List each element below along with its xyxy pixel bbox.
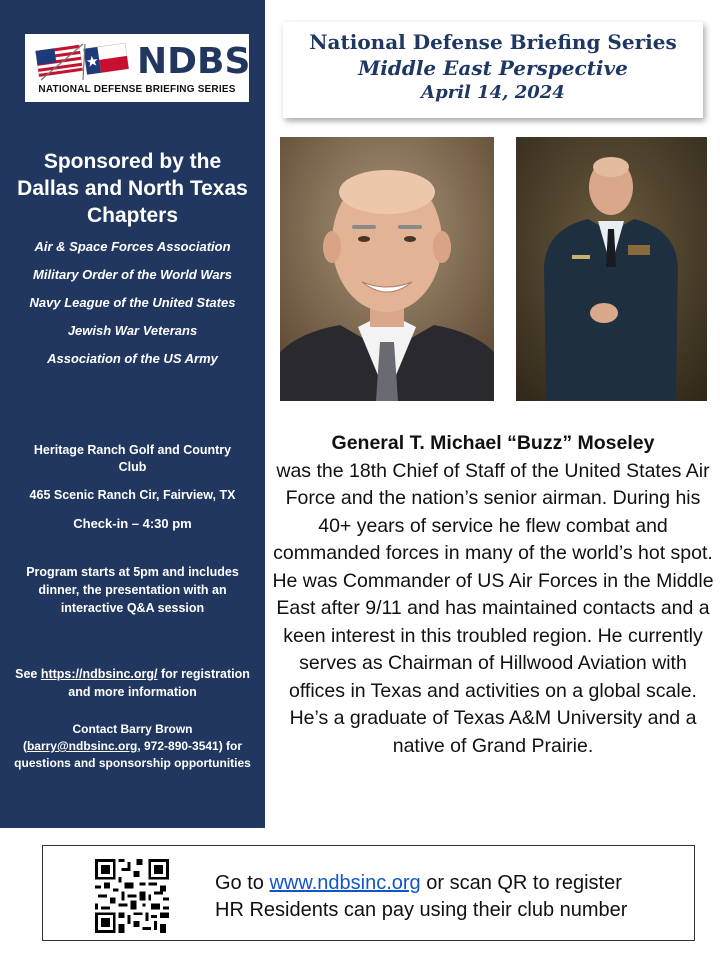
registration-link[interactable]: https://ndbsinc.org/: [40, 667, 158, 681]
registration-footer: [42, 845, 695, 941]
program-details: Program starts at 5pm and includes dinner, the presentation with an interactive Q&A session: [26, 565, 239, 615]
footer-line-2: HR Residents can pay using their club number: [215, 899, 628, 921]
sponsor-org: Jewish War Veterans: [67, 323, 198, 338]
contact-info: [14, 721, 251, 772]
sponsor-org: Association of the US Army: [47, 351, 218, 366]
checkin-time: Check-in – 4:30 pm: [73, 516, 192, 531]
speaker-name: General T. Michael “Buzz” Moseley: [331, 432, 655, 454]
sponsor-title: Sponsored by the Dallas and North Texas Chapters: [17, 150, 248, 227]
sponsor-org: Military Order of the World Wars: [33, 267, 232, 282]
footer-line-1-suffix: or scan QR to register: [420, 872, 622, 894]
speaker-portrait-painting: [516, 137, 707, 401]
logo-abbreviation: NDBS: [137, 41, 251, 82]
ndbs-logo: [25, 34, 249, 102]
sponsor-sidebar: [0, 0, 265, 828]
registration-info: [14, 665, 251, 701]
sponsor-org-list: [16, 238, 249, 378]
sponsor-org: Navy League of the United States: [29, 295, 236, 310]
speaker-bio: [272, 430, 714, 760]
logo-subtitle: NATIONAL DEFENSE BRIEFING SERIES: [38, 84, 236, 95]
us-texas-flags-icon: [33, 40, 133, 82]
venue-name: Heritage Ranch Golf and Country Club: [33, 443, 232, 474]
event-header: [283, 22, 703, 118]
contact-email-link[interactable]: barry@ndbsinc.org: [26, 739, 138, 753]
footer-message: [215, 870, 627, 924]
series-title: National Defense Briefing Series: [309, 30, 677, 54]
contact-suffix: , 972-890-3541) for questions and sponsorship opportunities: [14, 739, 251, 770]
event-topic: Middle East Perspective: [358, 56, 628, 80]
footer-line-1: [215, 870, 627, 897]
event-date: April 14, 2024: [421, 82, 565, 103]
speaker-headshot-photo: [280, 137, 494, 401]
speaker-bio-text: was the 18th Chief of Staff of the United States Air Force and the nation’s senior airman. During his 40+ years of service he flew combat and commanded forces in many of the world’s hot spot. He was Commander of US Air Forces in the Middle East after 9/11 and has maintained contacts and a keen interest in this troubled region. He currently serves as Chairman of Hillwood Aviation with offices in Texas and activities on a global scale. He’s a graduate of Texas A&M University and a native of Grand Prairie.: [272, 459, 714, 757]
footer-line-1-prefix: Go to: [215, 872, 270, 894]
registration-suffix: for registration and more information: [68, 667, 250, 699]
venue-address: 465 Scenic Ranch Cir, Fairview, TX: [29, 488, 236, 502]
website-link[interactable]: www.ndbsinc.org: [269, 872, 421, 894]
registration-prefix: See: [15, 667, 41, 681]
qr-code-icon[interactable]: [95, 859, 169, 933]
contact-prefix: Contact Barry Brown (: [22, 722, 193, 753]
sponsor-org: Air & Space Forces Association: [34, 239, 231, 254]
